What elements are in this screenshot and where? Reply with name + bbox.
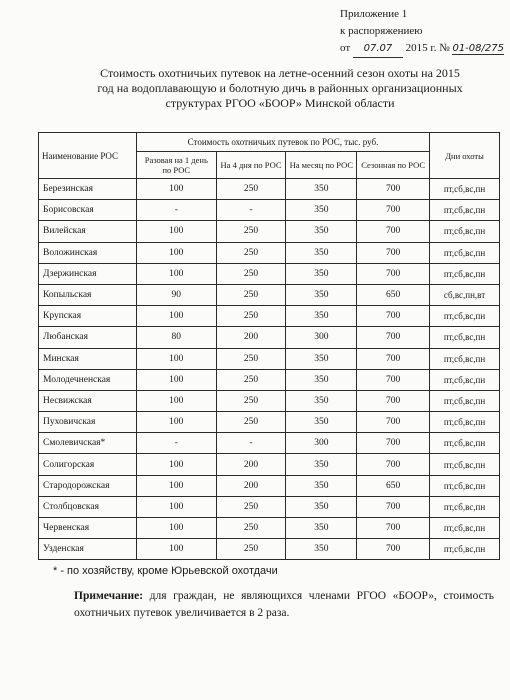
cell-name: Солигорская — [39, 454, 137, 475]
col-header-days: Дни охоты — [430, 133, 500, 179]
cell-name: Березинская — [39, 179, 137, 200]
cell-month: 350 — [286, 179, 357, 200]
cell-days: пт,сб,вс,пн — [430, 306, 500, 327]
cell-season: 700 — [357, 539, 430, 560]
table-row — [39, 433, 500, 454]
cell-season: 700 — [357, 518, 430, 539]
cell-name: Молодечненская — [39, 369, 137, 390]
cell-single: 100 — [136, 263, 216, 284]
table-row — [39, 496, 500, 517]
cell-season: 700 — [357, 412, 430, 433]
cell-season: 700 — [357, 390, 430, 411]
cell-four: 250 — [216, 496, 286, 517]
cell-name: Вилейская — [39, 221, 137, 242]
cell-four: 250 — [216, 242, 286, 263]
document-title — [60, 66, 500, 111]
cell-season: 650 — [357, 284, 430, 305]
cell-days: пт,сб,вс,пн — [430, 412, 500, 433]
note-label: Примечание: — [74, 590, 144, 602]
note — [74, 588, 494, 622]
cell-month: 350 — [286, 496, 357, 517]
table-row — [39, 412, 500, 433]
title-line-2: год на водоплавающую и болотную дичь в районных организационных — [97, 81, 463, 95]
cell-single: - — [136, 200, 216, 221]
cell-four: 250 — [216, 518, 286, 539]
table-row — [39, 518, 500, 539]
cell-month: 350 — [286, 284, 357, 305]
cell-single: 100 — [136, 496, 216, 517]
cell-month: 350 — [286, 369, 357, 390]
cell-month: 350 — [286, 242, 357, 263]
cell-days: пт,сб,вс,пн — [430, 475, 500, 496]
cell-days: пт,сб,вс,пн — [430, 496, 500, 517]
cell-days: пт,сб,вс,пн — [430, 242, 500, 263]
cell-name: Столбцовская — [39, 496, 137, 517]
cell-name: Червенская — [39, 518, 137, 539]
cell-single: 100 — [136, 306, 216, 327]
cell-season: 700 — [357, 242, 430, 263]
cell-name: Смолевичская* — [39, 433, 137, 454]
cell-single: 80 — [136, 327, 216, 348]
cell-single: 100 — [136, 539, 216, 560]
cell-season: 700 — [357, 348, 430, 369]
cell-four: 250 — [216, 539, 286, 560]
table-row — [39, 390, 500, 411]
cell-single: 100 — [136, 221, 216, 242]
cell-four: - — [216, 200, 286, 221]
appendix-header — [340, 6, 504, 58]
cell-season: 700 — [357, 200, 430, 221]
cell-single: 100 — [136, 475, 216, 496]
cell-four: 250 — [216, 284, 286, 305]
table-row — [39, 369, 500, 390]
cell-four: - — [216, 433, 286, 454]
cell-four: 200 — [216, 475, 286, 496]
cell-month: 350 — [286, 454, 357, 475]
cell-name: Узденская — [39, 539, 137, 560]
cell-season: 700 — [357, 433, 430, 454]
cell-days: пт,сб,вс,пн — [430, 390, 500, 411]
col-header-name: Наименование РОС — [39, 133, 137, 179]
title-line-1: Стоимость охотничьих путевок на летне-осенний сезон охоты на 2015 — [100, 66, 460, 80]
col-header-single: Разовая на 1 день по РОС — [136, 152, 216, 179]
cell-season: 700 — [357, 179, 430, 200]
note-text: для граждан, не являющихся членами РГОО «БООР», стоимость охотничьих путевок увеличивается в 2 раза. — [74, 590, 494, 619]
cell-days: пт,сб,вс,пн — [430, 518, 500, 539]
cell-single: 100 — [136, 454, 216, 475]
table-row — [39, 327, 500, 348]
cell-month: 350 — [286, 390, 357, 411]
number-handwritten: 01-08/275 — [452, 43, 504, 54]
cell-single: 100 — [136, 242, 216, 263]
table-row — [39, 306, 500, 327]
cell-month: 350 — [286, 412, 357, 433]
date-line — [340, 40, 504, 58]
cell-days: пт,сб,вс,пн — [430, 454, 500, 475]
cell-days: пт,сб,вс,пн — [430, 263, 500, 284]
cell-month: 350 — [286, 221, 357, 242]
cell-single: 90 — [136, 284, 216, 305]
table-row — [39, 263, 500, 284]
cell-days: пт,сб,вс,пн — [430, 369, 500, 390]
cell-name: Крупская — [39, 306, 137, 327]
cell-season: 650 — [357, 475, 430, 496]
col-header-cost-group: Стоимость охотничьих путевок по РОС, тыс. руб. — [136, 133, 429, 152]
cell-four: 200 — [216, 454, 286, 475]
cell-days: пт,сб,вс,пн — [430, 327, 500, 348]
cell-four: 250 — [216, 348, 286, 369]
cell-days: пт,сб,вс,пн — [430, 348, 500, 369]
cell-name: Копыльская — [39, 284, 137, 305]
col-header-four-days: На 4 дня по РОС — [216, 152, 286, 179]
table-row — [39, 284, 500, 305]
cell-four: 250 — [216, 179, 286, 200]
table-row — [39, 454, 500, 475]
col-header-month: На месяц по РОС — [286, 152, 357, 179]
cell-name: Воложинская — [39, 242, 137, 263]
footnote: * - по хозяйству, кроме Юрьевской охотдачи — [53, 565, 278, 577]
cell-four: 250 — [216, 306, 286, 327]
cell-month: 300 — [286, 433, 357, 454]
cell-single: 100 — [136, 369, 216, 390]
cell-season: 700 — [357, 263, 430, 284]
cell-single: 100 — [136, 518, 216, 539]
appendix-title: Приложение 1 — [340, 8, 408, 20]
cell-month: 350 — [286, 200, 357, 221]
cell-name: Дзержинская — [39, 263, 137, 284]
date-prefix: от — [340, 42, 351, 54]
table-row — [39, 242, 500, 263]
table-row — [39, 179, 500, 200]
cell-days: пт,сб,вс,пн — [430, 200, 500, 221]
cell-single: 100 — [136, 390, 216, 411]
cell-name: Несвижская — [39, 390, 137, 411]
cell-days: пт,сб,вс,пн — [430, 179, 500, 200]
cell-single: 100 — [136, 179, 216, 200]
cell-month: 350 — [286, 306, 357, 327]
year-text: 2015 г. № — [405, 42, 450, 54]
cell-single: 100 — [136, 348, 216, 369]
cell-days: пт,сб,вс,пн — [430, 221, 500, 242]
cell-month: 350 — [286, 539, 357, 560]
cell-single: 100 — [136, 412, 216, 433]
cell-four: 250 — [216, 263, 286, 284]
cell-name: Пуховичская — [39, 412, 137, 433]
cell-season: 700 — [357, 221, 430, 242]
table-row — [39, 221, 500, 242]
table-body — [39, 179, 500, 560]
cell-month: 350 — [286, 518, 357, 539]
cell-season: 700 — [357, 327, 430, 348]
cell-name: Стародорожская — [39, 475, 137, 496]
cell-single: - — [136, 433, 216, 454]
cell-name: Борисовская — [39, 200, 137, 221]
cell-name: Минская — [39, 348, 137, 369]
cell-season: 700 — [357, 369, 430, 390]
cell-days: пт,сб,вс,пн — [430, 539, 500, 560]
cell-month: 350 — [286, 263, 357, 284]
date-handwritten: 07.07 — [353, 40, 403, 58]
prices-table — [38, 132, 500, 560]
table-row — [39, 200, 500, 221]
cell-month: 350 — [286, 348, 357, 369]
cell-four: 250 — [216, 221, 286, 242]
cell-season: 700 — [357, 306, 430, 327]
cell-season: 700 — [357, 454, 430, 475]
cell-name: Любанская — [39, 327, 137, 348]
table-row — [39, 348, 500, 369]
cell-month: 350 — [286, 475, 357, 496]
cell-days: пт,сб,вс,пн — [430, 433, 500, 454]
cell-four: 250 — [216, 412, 286, 433]
order-line: к распоряжениею — [340, 25, 423, 37]
cell-month: 300 — [286, 327, 357, 348]
col-header-season: Сезонная по РОС — [357, 152, 430, 179]
table-row — [39, 539, 500, 560]
cell-four: 200 — [216, 327, 286, 348]
cell-season: 700 — [357, 496, 430, 517]
title-line-3: структурах РГОО «БООР» Минской области — [165, 96, 395, 110]
cell-four: 250 — [216, 369, 286, 390]
cell-days: сб,вс,пн,вт — [430, 284, 500, 305]
table-row — [39, 475, 500, 496]
cell-four: 250 — [216, 390, 286, 411]
